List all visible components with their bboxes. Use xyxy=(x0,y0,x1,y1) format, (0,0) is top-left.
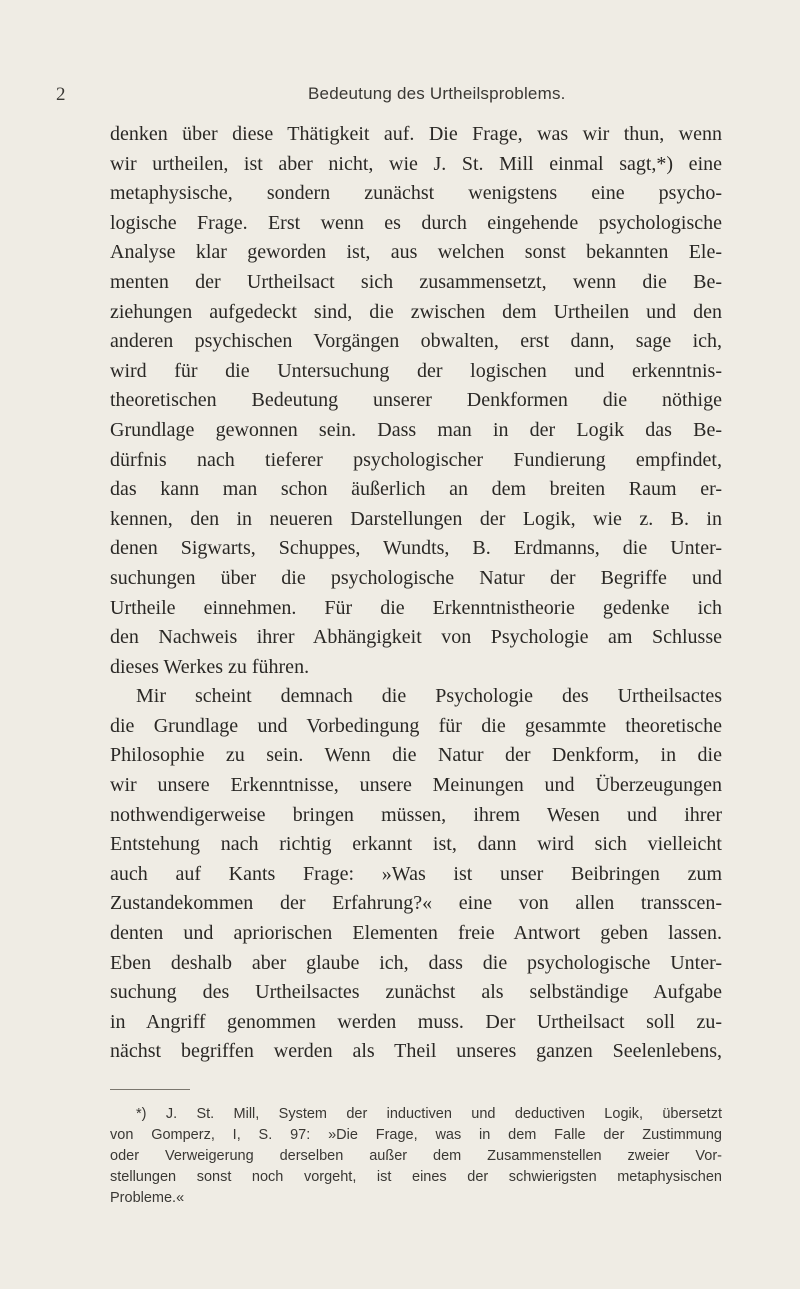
text-line: denen Sigwarts, Schuppes, Wundts, B. Erdmanns, die Unter- xyxy=(110,537,722,560)
text-line: ziehungen aufgedeckt sind, die zwischen dem Urtheilen und den xyxy=(110,300,722,323)
text-line: nothwendigerweise bringen müssen, ihrem Wesen und ihrer xyxy=(110,803,722,826)
text-line: denken über diese Thätigkeit auf. Die Frage, was wir thun, wenn xyxy=(110,123,722,145)
text-line: menten der Urtheilsact sich zusammensetzt, wenn die Be- xyxy=(110,270,722,293)
text-line: die Grundlage und Vorbedingung für die gesammte theoretische xyxy=(110,714,722,737)
text-line: in Angriff genommen werden muss. Der Urtheilsact soll zu- xyxy=(110,1010,722,1033)
text-line: auch auf Kants Frage: »Was ist unser Beibringen zum xyxy=(110,862,722,885)
text-line: Entstehung nach richtig erkannt ist, dann wird sich vielleicht xyxy=(110,833,722,856)
footnote-line: *) J. St. Mill, System der inductiven und deductiven Logik, übersetzt xyxy=(136,1106,722,1122)
text-line: wir urtheilen, ist aber nicht, wie J. St. Mill einmal sagt,*) eine xyxy=(110,152,722,175)
text-line: den Nachweis ihrer Abhängigkeit von Psychologie am Schlusse xyxy=(110,626,722,649)
text-line: theoretischen Bedeutung unserer Denkformen die nöthige xyxy=(110,389,722,412)
footnote-line: Probleme.« xyxy=(110,1190,185,1206)
text-line: nächst begriffen werden als Theil unseres ganzen Seelenlebens, xyxy=(110,1040,722,1063)
text-line: metaphysische, sondern zunächst wenigstens eine psycho- xyxy=(110,182,722,205)
footnote-line: von Gomperz, I, S. 97: »Die Frage, was in dem Falle der Zustimmung xyxy=(110,1127,722,1143)
text-line: kennen, den in neueren Darstellungen der Logik, wie z. B. in xyxy=(110,507,722,530)
text-line: das kann man schon äußerlich an dem breiten Raum er- xyxy=(110,478,722,501)
page-number: 2 xyxy=(56,84,66,105)
text-line: dieses Werkes zu führen. xyxy=(110,655,310,678)
text-line: Urtheile einnehmen. Für die Erkenntnistheorie gedenke ich xyxy=(110,596,722,619)
running-head: Bedeutung des Urtheilsproblems. xyxy=(308,84,566,103)
text-line: suchung des Urtheilsactes zunächst als selbständige Aufgabe xyxy=(110,981,722,1004)
footnote-divider xyxy=(110,1089,190,1090)
text-line: wird für die Untersuchung der logischen und erkenntnis- xyxy=(110,359,722,382)
footnote-line: stellungen sonst noch vorgeht, ist eines der schwierigsten metaphysischen xyxy=(110,1169,722,1185)
text-line: Philosophie zu sein. Wenn die Natur der Denkform, in die xyxy=(110,744,722,767)
text-line: dürfnis nach tieferer psychologischer Fundierung empfindet, xyxy=(110,448,722,471)
footnote xyxy=(110,1104,722,1209)
text-line: anderen psychischen Vorgängen obwalten, erst dann, sage ich, xyxy=(110,330,722,353)
text-line: Analyse klar geworden ist, aus welchen sonst bekannten Ele- xyxy=(110,241,722,264)
text-line: wir unsere Erkenntnisse, unsere Meinungen und Überzeugungen xyxy=(110,774,722,797)
text-line: Mir scheint demnach die Psychologie des Urtheilsactes xyxy=(136,685,722,708)
text-line: Eben deshalb aber glaube ich, dass die psychologische Unter- xyxy=(110,951,722,974)
text-line: suchungen über die psychologische Natur der Begriffe und xyxy=(110,566,722,589)
text-line: logische Frage. Erst wenn es durch eingehende psychologische xyxy=(110,211,722,234)
text-line: Grundlage gewonnen sein. Dass man in der Logik das Be- xyxy=(110,418,722,441)
text-line: denten und apriorischen Elementen freie Antwort geben lassen. xyxy=(110,922,722,945)
footnote-line: oder Verweigerung derselben außer dem Zusammenstellen zweier Vor- xyxy=(110,1148,722,1164)
text-line: Zustandekommen der Erfahrung?« eine von allen transscen- xyxy=(110,892,722,915)
body-text xyxy=(110,120,722,1067)
